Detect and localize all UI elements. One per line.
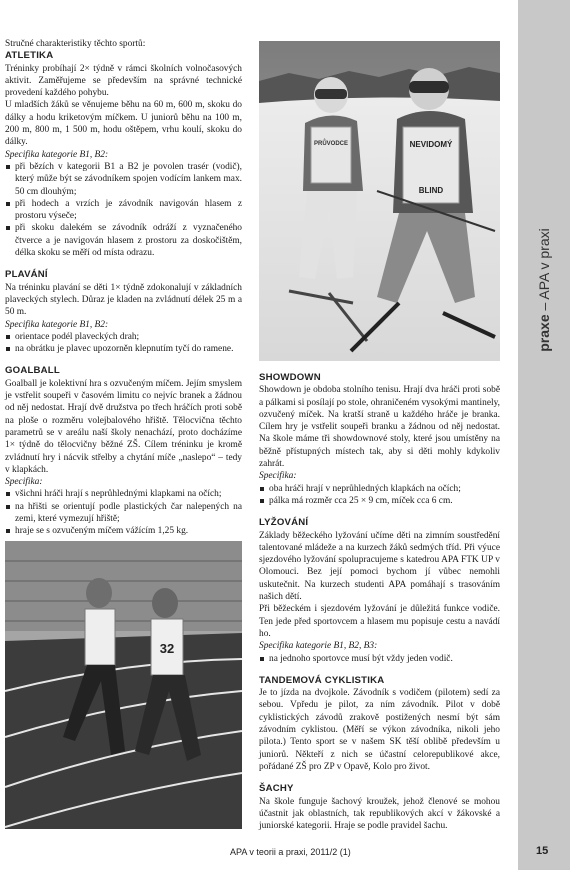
list-item: na jednoho sportovce musí být vždy jeden vodič. [259, 653, 500, 665]
showdown-p1: Showdown je obdoba stolního tenisu. Hrají dva hráči proti sobě a pálkami si posílají po stole, ohraničeném vysokými mantinely, ozvučený míček. Na kratší straně u každého hráče je branka. Cílem hry je vstřelit soupeři branku a žádnou od něj nedostat. Na škole máme tři showdownové stoly, které jsou umístěny na běžně přístupných místech tak, aby si děti mohly kdykoliv zahrát. [259, 385, 501, 470]
list-item: při skoku dalekém se závodník odráží z vyznačeného čtverce a je navigován hlasem z prostoru za doskočištěm, délka skoku se měří od místa odrazu. [5, 222, 242, 259]
heading-sachy: ŠACHY [259, 783, 294, 795]
heading-showdown: SHOWDOWN [259, 372, 321, 383]
running-photo [5, 541, 242, 829]
list-item: pálka má rozměr cca 25 × 9 cm, míček cca 6 cm. [259, 495, 500, 507]
section-label-bold: praxe [536, 314, 552, 352]
atletika-p2: U mladších žáků se věnujeme běhu na 60 m, 600 m, skoku do dálky a hodu kriketovým míčkem. U juniorů běhu na 100 m, 200 m, 800 m, 1 500 m, hodu oštěpem, vrhu koulí, skoku do dálky. [5, 100, 242, 148]
list-item: na hřišti se orientují podle plastických čar nalepených na zemi, které vymezují hřiště; [5, 501, 242, 526]
goalball-list [5, 488, 242, 537]
atletika-spec: Specifika kategorie B1, B2: [5, 149, 109, 160]
heading-cyklistika: TANDEMOVÁ CYKLISTIKA [259, 674, 385, 686]
cyklistika-p1: Je to jízda na dvojkole. Závodník s vodičem (pilotem) sedí za sebou. Vpředu je pilot, za ním závodník. Pilot v době cyklistických závodů zrakově postižených nesmí být sám závodním cyklistou. (Měří se výkon závodníka, nikoli jeho pilota.) Tento sport se v našem SK těší oblibě především u juniorů. Někteří z nich se účastní celorepublikové akce, pořádané ZŠ pro ZP v Opavě, Kolo pro život. [259, 688, 500, 772]
atletika-list [5, 161, 242, 259]
goalball-p1: Goalball je kolektivní hra s ozvučeným míčem. Jejím smyslem je vstřelit soupeři v časovém limitu co nejvíc branek a žádnou od něj nedostat. Hrají dvě družstva po třech hráčích proti sobě na ploše o rozměru volejbalového hřiště. Tělocvična těchto parametrů se v areálu naší školy nenachází, proto docházíme 1× týdně do tělocvičny běžné ZŠ. Cílem tréninku je kromě zvládnutí hry i nácvik střelby a chytání míče „naslepo“ – tedy v klapkách. [5, 378, 242, 475]
list-item: hraje se s ozvučeným míčem vážícím 1,25 kg. [5, 525, 242, 537]
list-item: při hodech a vrzích je závodník navigován hlasem z prostoru výseče; [5, 198, 242, 223]
vest-label-right: NEVIDOMÝ [409, 140, 453, 149]
lyzovani-list [259, 653, 500, 665]
heading-plavani: PLAVÁNÍ [5, 269, 48, 281]
intro-text: Stručné charakteristiky těchto sportů: [5, 39, 146, 49]
heading-atletika: ATLETIKA [5, 50, 54, 62]
right-column [259, 372, 500, 832]
lyzovani-spec: Specifika kategorie B1, B2, B3: [259, 641, 378, 652]
heading-goalball: GOALBALL [5, 365, 60, 377]
list-item: na obrátku je plavec upozorněn klepnutím tyčí do ramene. [5, 343, 242, 355]
list-item: při bězích v kategorii B1 a B2 je povolen trasér (vodič), který může být se závodníkem spojen vodícím lankem max. 50 cm dlouhým; [5, 161, 242, 198]
lyzovani-p2: Při běžeckém i sjezdovém lyžování je důležitá funkce vodiče. Ten jede před sportovcem a hlasem mu popisuje cestu a navádí ho. [259, 604, 500, 639]
list-item: oba hráči hrají v neprůhledných klapkách na očích; [259, 483, 500, 495]
atletika-p1: Tréninky probíhají 2× týdně v rámci školních volnočasových aktivit. Zaměřujeme se především na správné technické provedení každého pohybu. [5, 63, 242, 99]
list-item: všichni hráči hrají s neprůhlednými klapkami na očích; [5, 488, 242, 500]
heading-lyzovani: LYŽOVÁNÍ [259, 517, 309, 529]
vest-label-right-bottom: BLIND [418, 186, 444, 195]
lyzovani-p1: Základy běžeckého lyžování učíme děti na zimním soustředění talentované mládeže a na kurzech žáků sedmých tříd. Při výuce sjezdového lyžování spolupracujeme s katedrou APA FTK UP v Olomouci. Bez její pomoci bychom jí vůbec nemohli uskutečnit. Na kurzech studenti APA pomáhají s trasováním našich dětí. [259, 530, 500, 603]
plavani-p1: Na tréninku plavání se děti 1× týdně zdokonalují v základních plaveckých stylech. Důraz je kladen na zvládnutí délek 25 m a 50 m. [5, 282, 242, 318]
journal-name: APA v teorii a praxi, 2011/2 (1) [230, 847, 351, 857]
showdown-spec: Specifika: [259, 471, 297, 482]
section-label-rest: APA v praxi [536, 228, 552, 300]
showdown-list [259, 483, 500, 508]
goalball-spec: Specifika: [5, 477, 43, 488]
page-number: 15 [536, 845, 549, 857]
ski-photo [259, 41, 500, 361]
plavani-spec: Specifika kategorie B1, B2: [5, 319, 109, 330]
sachy-p1: Na škole funguje šachový kroužek, jehož členové se mohou účastnit jak oblastních, tak republikových akcí v žákovské a juniorské kategorii. Hraje se podle pravidel šachu. [259, 796, 500, 832]
list-item: orientace podél plaveckých drah; [5, 331, 242, 343]
section-sidebar [518, 0, 570, 870]
section-label [536, 228, 552, 351]
vest-label-left: PRŮVODCE [313, 141, 349, 147]
section-label-sep: – [536, 299, 552, 315]
plavani-list [5, 331, 242, 356]
bib-number: 32 [159, 641, 175, 656]
left-column [5, 38, 242, 538]
